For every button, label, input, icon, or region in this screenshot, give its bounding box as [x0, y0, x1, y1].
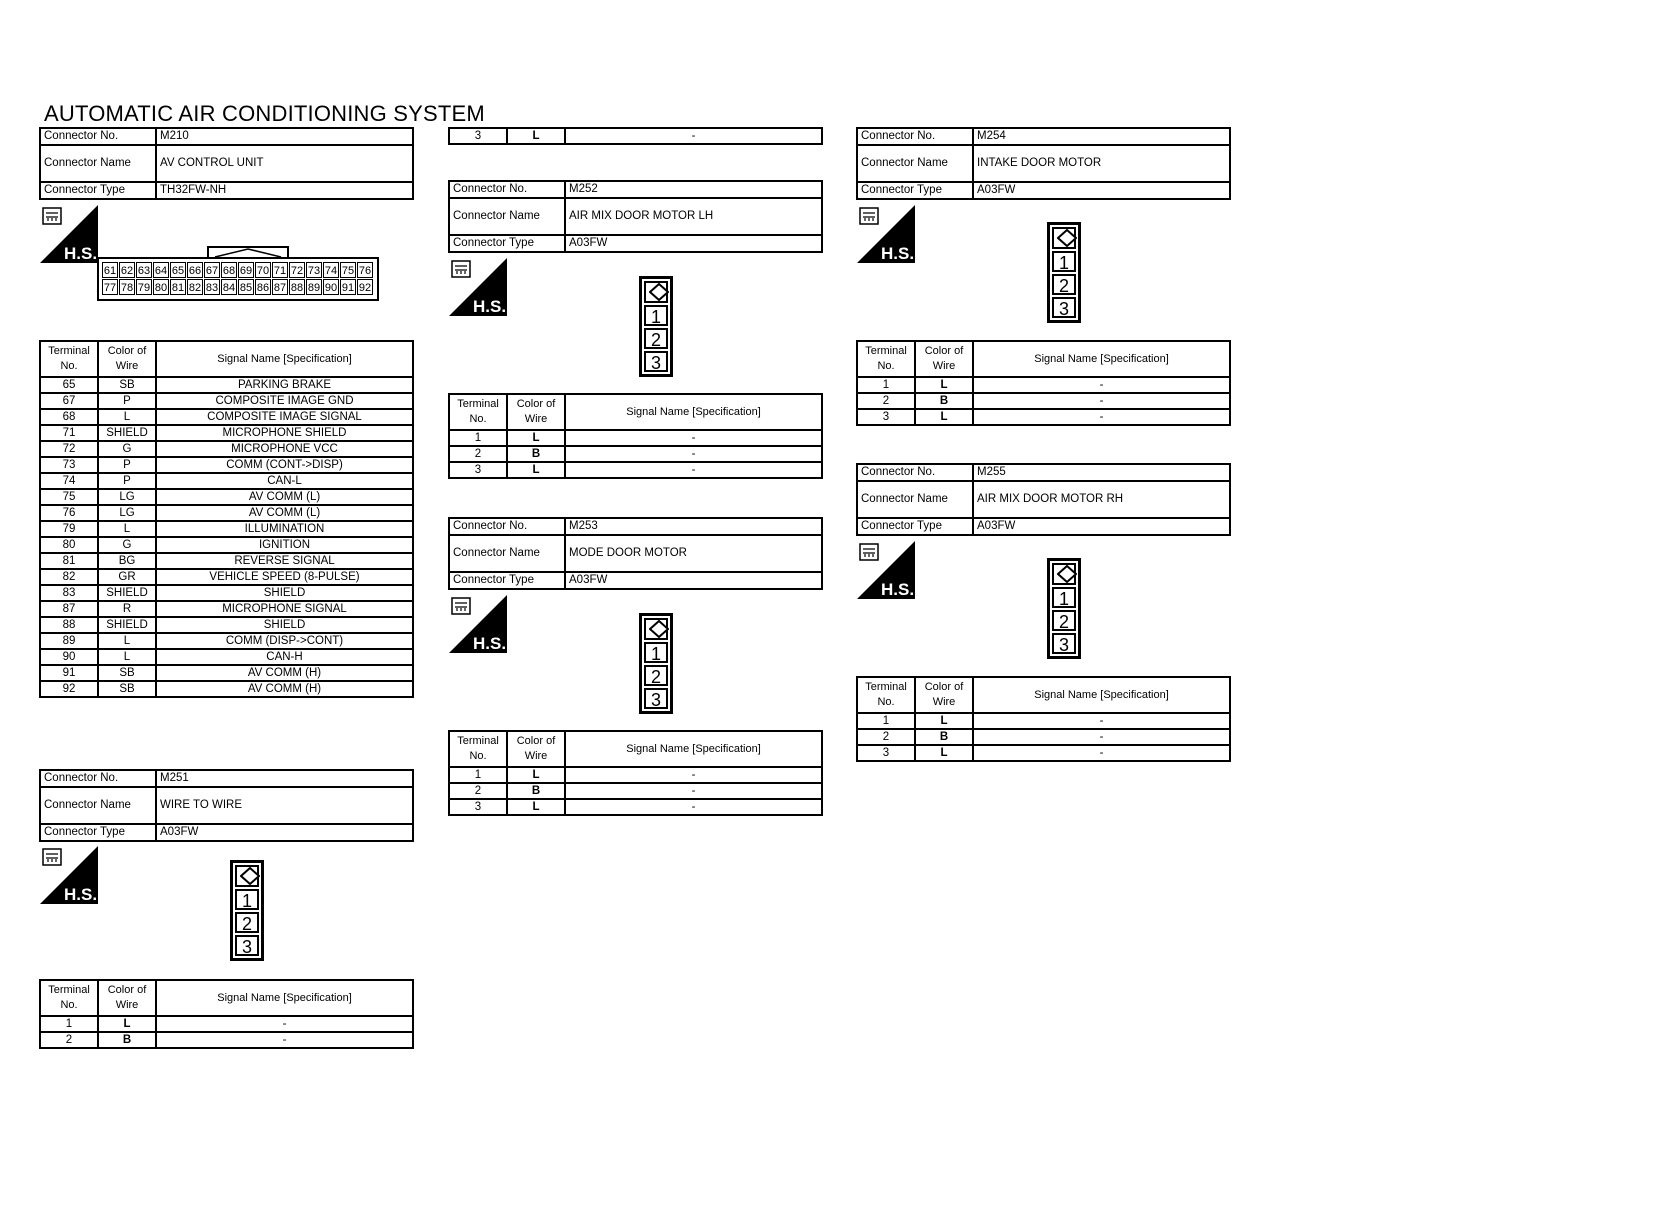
table-row [40, 569, 413, 585]
table-row [857, 393, 1230, 409]
diamond-key-icon [644, 618, 668, 640]
terminal-no-cell: 3 [449, 799, 507, 815]
signal-name-cell: AV COMM (L) [156, 489, 413, 505]
terminal-no-cell: 74 [40, 473, 98, 489]
terminal-no-header: Terminal No. [449, 731, 507, 767]
diamond-key-icon [644, 281, 668, 303]
table-row [40, 377, 413, 393]
color-of-wire-header: Color of Wire [507, 731, 565, 767]
color-of-wire-cell: SB [98, 665, 156, 681]
pin-cavity: 89 [306, 279, 322, 295]
color-of-wire-cell: L [507, 799, 565, 815]
harness-side-icon [449, 258, 507, 316]
color-of-wire-cell: B [915, 729, 973, 745]
svg-text:H.S.: H.S. [881, 244, 915, 263]
color-of-wire-cell: L [915, 409, 973, 425]
connector-face-m255 [1047, 558, 1081, 659]
terminal-no-header: Terminal No. [40, 980, 98, 1016]
connector-type-label: Connector Type [449, 572, 565, 589]
signal-name-cell: MICROPHONE SIGNAL [156, 601, 413, 617]
connector-type-label: Connector Type [40, 182, 156, 199]
color-of-wire-cell: BG [98, 553, 156, 569]
color-of-wire-cell: SHIELD [98, 585, 156, 601]
color-of-wire-cell: SHIELD [98, 617, 156, 633]
color-of-wire-cell: B [507, 783, 565, 799]
terminal-table-m251 [39, 979, 414, 1049]
signal-name-cell: COMPOSITE IMAGE SIGNAL [156, 409, 413, 425]
pin-cavity: 92 [357, 279, 373, 295]
table-row [40, 681, 413, 697]
table-row [40, 1032, 413, 1048]
connector-no-value: M254 [973, 128, 1230, 145]
terminal-table-m254 [856, 340, 1231, 426]
terminal-no-cell: 3 [857, 745, 915, 761]
signal-name-cell: COMPOSITE IMAGE GND [156, 393, 413, 409]
terminal-no-cell: 75 [40, 489, 98, 505]
pin-cavity: 70 [255, 262, 271, 278]
terminal-table-m255 [856, 676, 1231, 762]
signal-name-cell: SHIELD [156, 617, 413, 633]
connector-type-value: A03FW [973, 182, 1230, 199]
table-row [40, 1016, 413, 1032]
pin-cavity: 88 [289, 279, 305, 295]
color-of-wire-header: Color of Wire [507, 394, 565, 430]
table-row [40, 617, 413, 633]
connector-face-m254 [1047, 222, 1081, 323]
pin-cavity: 87 [272, 279, 288, 295]
terminal-no-cell: 90 [40, 649, 98, 665]
terminal-no-cell: 1 [857, 377, 915, 393]
terminal-no-cell: 1 [40, 1016, 98, 1032]
terminal-no-cell: 68 [40, 409, 98, 425]
signal-name-cell: PARKING BRAKE [156, 377, 413, 393]
connector-type-label: Connector Type [857, 182, 973, 199]
color-of-wire-cell: G [98, 537, 156, 553]
color-of-wire-header: Color of Wire [98, 980, 156, 1016]
pin-cavity: 84 [221, 279, 237, 295]
svg-text:H.S.: H.S. [881, 580, 915, 599]
table-row [40, 521, 413, 537]
color-of-wire-cell: L [915, 377, 973, 393]
color-of-wire-cell: L [507, 430, 565, 446]
table-row [40, 601, 413, 617]
connector-no-label: Connector No. [40, 128, 156, 145]
signal-name-cell: MICROPHONE VCC [156, 441, 413, 457]
color-of-wire-header: Color of Wire [915, 677, 973, 713]
pin-cavity: 76 [357, 262, 373, 278]
pin-cavity: 3 [644, 351, 668, 372]
signal-name-cell: - [565, 783, 822, 799]
table-row [40, 633, 413, 649]
color-of-wire-cell: L [98, 633, 156, 649]
color-of-wire-cell: P [98, 393, 156, 409]
connector-cavity-grid [97, 257, 379, 301]
pin-cavity: 65 [170, 262, 186, 278]
terminal-no-cell: 80 [40, 537, 98, 553]
pin-cavity: 79 [136, 279, 152, 295]
pin-cavity: 1 [644, 305, 668, 326]
terminal-no-cell: 1 [449, 767, 507, 783]
terminal-no-cell: 83 [40, 585, 98, 601]
signal-name-cell: - [973, 745, 1230, 761]
harness-side-icon [40, 205, 98, 263]
signal-name-cell: AV COMM (L) [156, 505, 413, 521]
color-of-wire-header: Color of Wire [98, 341, 156, 377]
terminal-no-cell: 2 [449, 446, 507, 462]
terminal-table-m252 [448, 393, 823, 479]
pin-cavity: 3 [1052, 633, 1076, 654]
signal-name-cell: - [565, 430, 822, 446]
connector-name-value: AIR MIX DOOR MOTOR LH [565, 198, 822, 235]
color-of-wire-cell: L [98, 409, 156, 425]
connector-no-value: M253 [565, 518, 822, 535]
svg-text:H.S.: H.S. [473, 634, 507, 653]
connector-name-label: Connector Name [449, 198, 565, 235]
pin-cavity: 64 [153, 262, 169, 278]
harness-side-icon [449, 595, 507, 653]
connector-name-value: AIR MIX DOOR MOTOR RH [973, 481, 1230, 518]
signal-name-cell: AV COMM (H) [156, 665, 413, 681]
connector-name-label: Connector Name [449, 535, 565, 572]
connector-block-m255 [856, 463, 1231, 536]
terminal-no-cell: 2 [449, 783, 507, 799]
pin-cavity: 71 [272, 262, 288, 278]
table-row [449, 783, 822, 799]
table-row [40, 505, 413, 521]
color-of-wire-cell: B [507, 446, 565, 462]
diamond-key-icon [1052, 563, 1076, 585]
pin-cavity: 81 [170, 279, 186, 295]
pin-cavity: 2 [1052, 274, 1076, 295]
pin-cavity: 2 [1052, 610, 1076, 631]
terminal-table-m210 [39, 340, 414, 698]
pin-cavity: 83 [204, 279, 220, 295]
table-row [40, 393, 413, 409]
color-of-wire-cell: SB [98, 377, 156, 393]
signal-name-header: Signal Name [Specification] [565, 731, 822, 767]
table-row [40, 585, 413, 601]
table-row [40, 489, 413, 505]
connector-face-m253 [639, 613, 673, 714]
terminal-no-cell: 81 [40, 553, 98, 569]
signal-name-cell: - [973, 393, 1230, 409]
connector-no-value: M210 [156, 128, 413, 145]
signal-name-cell: CAN-H [156, 649, 413, 665]
signal-name-cell: CAN-L [156, 473, 413, 489]
table-row [857, 377, 1230, 393]
signal-name-cell: VEHICLE SPEED (8-PULSE) [156, 569, 413, 585]
pin-cavity: 78 [119, 279, 135, 295]
terminal-no-header: Terminal No. [449, 394, 507, 430]
color-of-wire-cell: R [98, 601, 156, 617]
connector-no-label: Connector No. [449, 181, 565, 198]
connector-name-label: Connector Name [40, 787, 156, 824]
color-of-wire-cell: B [98, 1032, 156, 1048]
connector-info-table [39, 127, 414, 200]
color-of-wire-cell: SHIELD [98, 425, 156, 441]
terminal-no-cell: 87 [40, 601, 98, 617]
table-row [40, 425, 413, 441]
pin-cavity: 61 [102, 262, 118, 278]
signal-name-cell: - [565, 799, 822, 815]
signal-name-header: Signal Name [Specification] [973, 341, 1230, 377]
table-row [40, 553, 413, 569]
terminal-no-cell: 3 [449, 462, 507, 478]
color-of-wire-cell: L [915, 745, 973, 761]
svg-text:H.S.: H.S. [64, 244, 98, 263]
pin-cavity: 3 [235, 935, 259, 956]
terminal-no-cell: 2 [857, 393, 915, 409]
pin-cavity: 1 [235, 889, 259, 910]
table-row [40, 473, 413, 489]
connector-no-label: Connector No. [40, 770, 156, 787]
diamond-key-icon [235, 865, 259, 887]
page-title: AUTOMATIC AIR CONDITIONING SYSTEM [44, 101, 485, 126]
signal-name-cell: REVERSE SIGNAL [156, 553, 413, 569]
terminal-no-cell: 92 [40, 681, 98, 697]
table-row [40, 409, 413, 425]
connector-name-value: AV CONTROL UNIT [156, 145, 413, 182]
connector-no-label: Connector No. [449, 518, 565, 535]
terminal-no-cell: 1 [857, 713, 915, 729]
table-row [449, 767, 822, 783]
pin-cavity: 3 [1052, 297, 1076, 318]
color-of-wire-cell: LG [98, 489, 156, 505]
signal-name-cell: SHIELD [156, 585, 413, 601]
terminal-no-cell: 67 [40, 393, 98, 409]
connector-type-value: A03FW [565, 235, 822, 252]
terminal-no-header: Terminal No. [40, 341, 98, 377]
pin-cavity: 80 [153, 279, 169, 295]
table-row [40, 537, 413, 553]
pin-cavity: 82 [187, 279, 203, 295]
color-of-wire-cell: G [98, 441, 156, 457]
connector-no-value: M251 [156, 770, 413, 787]
pin-cavity: 85 [238, 279, 254, 295]
terminal-no-cell: 3 [857, 409, 915, 425]
terminal-no-cell: 2 [857, 729, 915, 745]
pin-cavity: 73 [306, 262, 322, 278]
diamond-key-icon [1052, 227, 1076, 249]
pin-cavity: 2 [644, 665, 668, 686]
terminal-no-cell: 65 [40, 377, 98, 393]
signal-name-cell: COMM (CONT->DISP) [156, 457, 413, 473]
pin-cavity: 63 [136, 262, 152, 278]
color-of-wire-cell: L [98, 521, 156, 537]
color-of-wire-cell: L [507, 128, 565, 144]
pin-cavity: 75 [340, 262, 356, 278]
connector-no-label: Connector No. [857, 128, 973, 145]
table-row [449, 446, 822, 462]
connector-type-label: Connector Type [857, 518, 973, 535]
connector-type-value: TH32FW-NH [156, 182, 413, 199]
signal-name-header: Signal Name [Specification] [156, 341, 413, 377]
signal-name-cell: - [973, 409, 1230, 425]
color-of-wire-cell: LG [98, 505, 156, 521]
pin-cavity: 1 [644, 642, 668, 663]
pin-cavity: 1 [1052, 251, 1076, 272]
pin-cavity: 67 [204, 262, 220, 278]
connector-no-label: Connector No. [857, 464, 973, 481]
connector-no-value: M252 [565, 181, 822, 198]
color-of-wire-cell: GR [98, 569, 156, 585]
signal-name-cell: - [973, 377, 1230, 393]
table-row [857, 409, 1230, 425]
terminal-no-cell: 71 [40, 425, 98, 441]
svg-text:H.S.: H.S. [64, 885, 98, 904]
table-row [857, 729, 1230, 745]
connector-block-m251 [39, 769, 414, 842]
connector-type-value: A03FW [156, 824, 413, 841]
terminal-no-cell: 1 [449, 430, 507, 446]
connector-face-m251 [230, 860, 264, 961]
color-of-wire-cell: B [915, 393, 973, 409]
terminal-table-m253 [448, 730, 823, 816]
pin-cavity: 2 [235, 912, 259, 933]
connector-block-m210 [39, 127, 414, 200]
pin-cavity: 3 [644, 688, 668, 709]
connector-face-m252 [639, 276, 673, 377]
pin-cavity: 77 [102, 279, 118, 295]
signal-name-cell: COMM (DISP->CONT) [156, 633, 413, 649]
table-row [40, 649, 413, 665]
terminal-no-cell: 79 [40, 521, 98, 537]
pin-cavity: 90 [323, 279, 339, 295]
signal-name-header: Signal Name [Specification] [973, 677, 1230, 713]
harness-side-icon [857, 541, 915, 599]
color-of-wire-header: Color of Wire [915, 341, 973, 377]
table-row [449, 462, 822, 478]
signal-name-cell: - [565, 128, 822, 144]
harness-side-icon [857, 205, 915, 263]
table-row [449, 430, 822, 446]
terminal-no-cell: 72 [40, 441, 98, 457]
table-row [40, 665, 413, 681]
terminal-no-cell: 82 [40, 569, 98, 585]
color-of-wire-cell: L [507, 462, 565, 478]
signal-name-cell: AV COMM (H) [156, 681, 413, 697]
connector-no-value: M255 [973, 464, 1230, 481]
connector-block-m252 [448, 180, 823, 253]
color-of-wire-cell: P [98, 473, 156, 489]
signal-name-cell: - [565, 446, 822, 462]
connector-name-value: MODE DOOR MOTOR [565, 535, 822, 572]
pin-cavity: 86 [255, 279, 271, 295]
terminal-no-header: Terminal No. [857, 677, 915, 713]
signal-name-cell: - [156, 1016, 413, 1032]
signal-name-cell: - [973, 729, 1230, 745]
pin-cavity: 62 [119, 262, 135, 278]
connector-name-label: Connector Name [40, 145, 156, 182]
connector-type-label: Connector Type [449, 235, 565, 252]
pin-cavity: 2 [644, 328, 668, 349]
signal-name-cell: IGNITION [156, 537, 413, 553]
color-of-wire-cell: L [98, 649, 156, 665]
pin-cavity: 1 [1052, 587, 1076, 608]
signal-name-header: Signal Name [Specification] [565, 394, 822, 430]
connector-name-label: Connector Name [857, 481, 973, 518]
pin-cavity: 91 [340, 279, 356, 295]
color-of-wire-cell: L [507, 767, 565, 783]
connector-type-value: A03FW [973, 518, 1230, 535]
terminal-no-cell: 3 [449, 128, 507, 144]
connector-type-label: Connector Type [40, 824, 156, 841]
color-of-wire-cell: L [915, 713, 973, 729]
color-of-wire-cell: P [98, 457, 156, 473]
connector-block-m254 [856, 127, 1231, 200]
table-row [40, 457, 413, 473]
color-of-wire-cell: L [98, 1016, 156, 1032]
signal-name-cell: - [973, 713, 1230, 729]
connector-type-value: A03FW [565, 572, 822, 589]
pin-cavity: 66 [187, 262, 203, 278]
terminal-table-m251-continued [448, 127, 823, 145]
color-of-wire-cell: SB [98, 681, 156, 697]
connector-name-value: INTAKE DOOR MOTOR [973, 145, 1230, 182]
terminal-no-cell: 88 [40, 617, 98, 633]
connector-block-m253 [448, 517, 823, 590]
connector-name-label: Connector Name [857, 145, 973, 182]
terminal-no-cell: 91 [40, 665, 98, 681]
pin-cavity: 74 [323, 262, 339, 278]
terminal-no-cell: 73 [40, 457, 98, 473]
terminal-no-header: Terminal No. [857, 341, 915, 377]
harness-side-icon [40, 846, 98, 904]
signal-name-cell: ILLUMINATION [156, 521, 413, 537]
connector-name-value: WIRE TO WIRE [156, 787, 413, 824]
table-row [449, 799, 822, 815]
pin-cavity: 72 [289, 262, 305, 278]
pin-cavity: 69 [238, 262, 254, 278]
pin-cavity: 68 [221, 262, 237, 278]
signal-name-cell: - [156, 1032, 413, 1048]
table-row [449, 128, 822, 144]
svg-text:H.S.: H.S. [473, 297, 507, 316]
terminal-no-cell: 76 [40, 505, 98, 521]
signal-name-cell: MICROPHONE SHIELD [156, 425, 413, 441]
signal-name-cell: - [565, 767, 822, 783]
table-row [40, 441, 413, 457]
table-row [857, 745, 1230, 761]
signal-name-header: Signal Name [Specification] [156, 980, 413, 1016]
table-row [857, 713, 1230, 729]
terminal-no-cell: 2 [40, 1032, 98, 1048]
terminal-no-cell: 89 [40, 633, 98, 649]
signal-name-cell: - [565, 462, 822, 478]
